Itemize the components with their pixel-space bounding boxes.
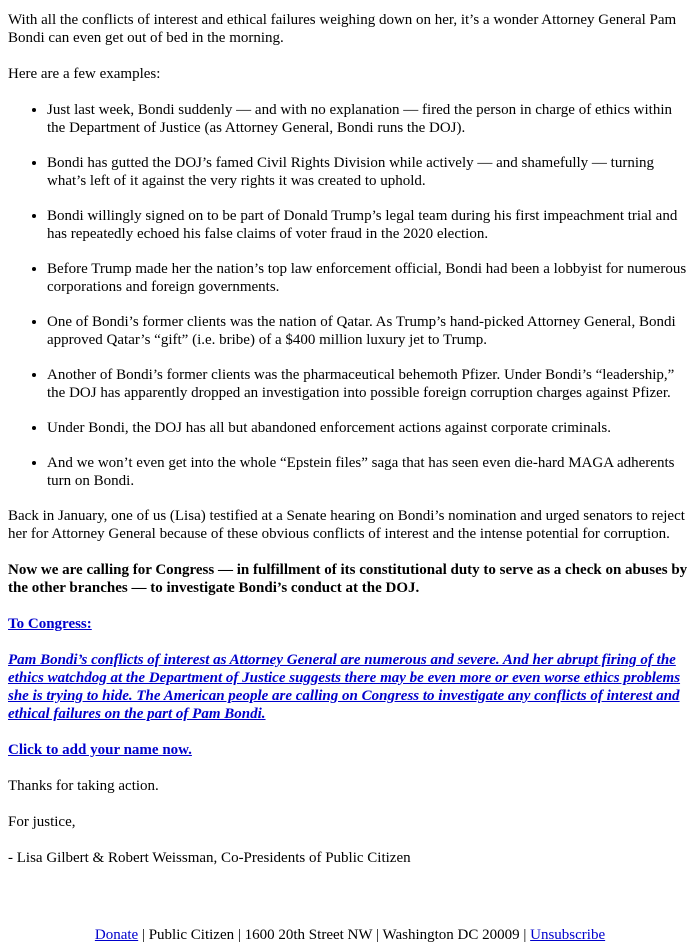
footer-org-name: Public Citizen [148,927,235,943]
examples-heading: Here are a few examples: [8,66,161,82]
testimony-paragraph: Back in January, one of us (Lisa) testified at a Senate hearing on Bondi’s nomination and urged senators to reject her for Attorney General because of these obvious conflicts of interest and the intense potential for corruption. [8,508,685,542]
signature: - Lisa Gilbert & Robert Weissman, Co-Presidents of Public Citizen [8,850,411,866]
closing-text: For justice, [8,814,76,830]
list-item: • One of Bondi’s former clients was the nation of Qatar. As Trump’s hand-picked Attorney General, Bondi approved Qatar’s “gift” (i.e. bribe) of a $400 million luxury jet to Trump. [47,313,690,349]
footer-address: 1600 20th Street NW [244,927,373,943]
examples-list [8,101,690,490]
footer-separator: | [519,927,531,943]
call-to-congress-paragraph: Now we are calling for Congress — in fulfillment of its constitutional duty to serve as a check on abuses by the other branches — to investigate Bondi’s conduct at the DOJ. [8,562,688,596]
to-congress-link[interactable]: To Congress: [8,616,92,632]
thanks-text: Thanks for taking action. [8,778,159,794]
list-item: • Under Bondi, the DOJ has all but abandoned enforcement actions against corporate criminals. [47,419,690,437]
intro-paragraph: With all the conflicts of interest and ethical failures weighing down on her, it’s a wonder Attorney General Pam Bondi can even get out of bed in the morning. [8,12,677,46]
list-item: • Just last week, Bondi suddenly — and with no explanation — fired the person in charge of ethics within the Department of Justice (as Attorney General, Bondi runs the DOJ). [47,101,690,137]
footer-separator: | [372,927,383,943]
list-item: • Bondi willingly signed on to be part of Donald Trump’s legal team during his first impeachment trial and has repeatedly echoed his false claims of voter fraud in the 2020 election. [47,207,690,243]
footer-separator: | [138,927,149,943]
unsubscribe-link[interactable]: Unsubscribe [530,927,606,943]
list-item: • And we won’t even get into the whole “Epstein files” saga that has seen even die-hard MAGA adherents turn on Bondi. [47,454,690,490]
list-item: • Bondi has gutted the DOJ’s famed Civil Rights Division while actively — and shamefully — turning what’s left of it against the very rights it was created to uphold. [47,154,690,190]
petition-text-link[interactable]: Pam Bondi’s conflicts of interest as Attorney General are numerous and severe. And her abrupt firing of the ethics watchdog at the Department of Justice suggests there may be even more or even worse ethics problems she is trying to hide. The American people are calling on Congress to investigate any conflicts of interest and ethical failures on the part of Pam Bondi. [8,652,681,722]
list-item: • Before Trump made her the nation’s top law enforcement official, Bondi had been a lobbyist for numerous corporations and foreign governments. [47,260,690,296]
footer-separator: | [234,927,245,943]
donate-link[interactable]: Donate [94,927,139,943]
list-item: • Another of Bondi’s former clients was the pharmaceutical behemoth Pfizer. Under Bondi’s “leadership,” the DOJ has apparently dropped an investigation into possible foreign corruption charges against Pfizer. [47,366,690,402]
footer [0,926,700,944]
add-your-name-link[interactable]: Click to add your name now. [8,742,192,758]
footer-city: Washington DC 20009 [382,927,520,943]
